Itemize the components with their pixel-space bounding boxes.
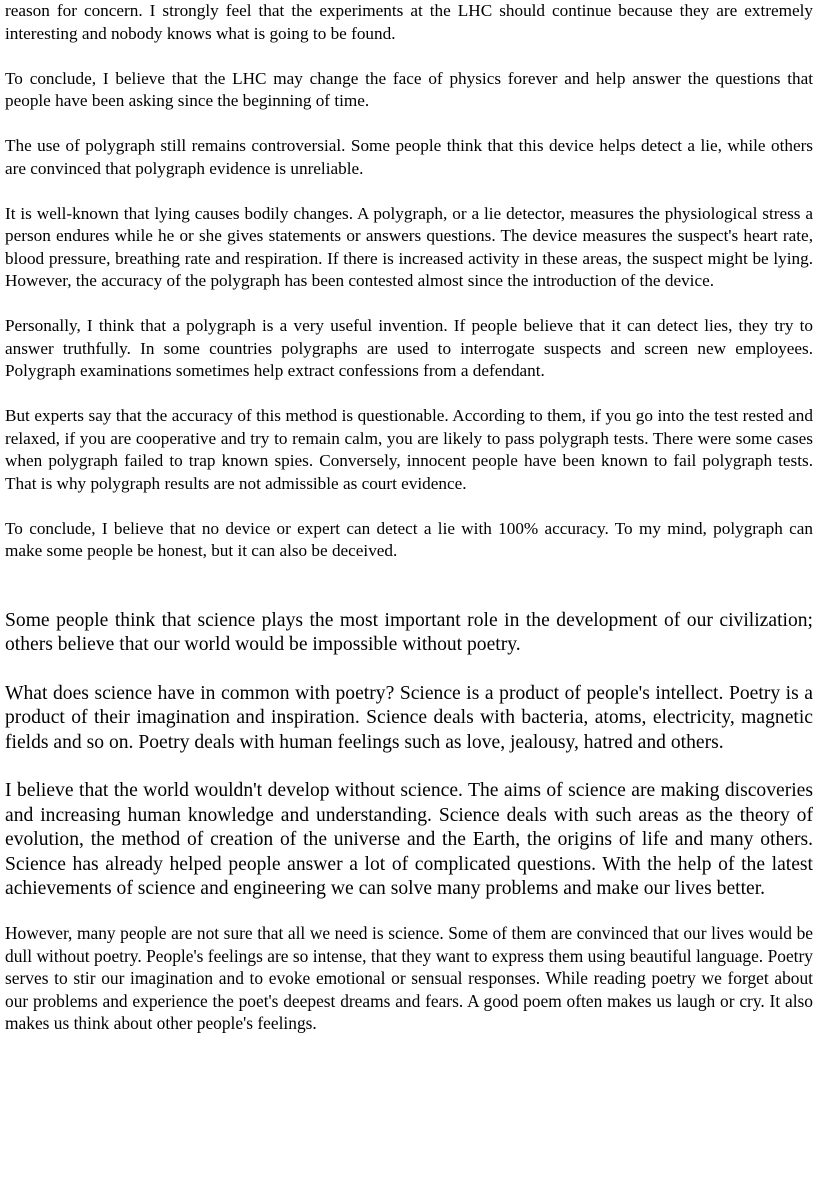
paragraph-polygraph-experts: But experts say that the accuracy of this method is questionable. According to them, if you go into the test rested and relaxed, if you are cooperative and try to remain calm, you are likely to pass polygraph tests. There were some cases when polygraph failed to trap known spies. Conversely, innocent people have been known to fail polygraph tests. That is why polygraph results are not admissible as court evidence.: [5, 406, 813, 493]
paragraph-poetry-importance: However, many people are not sure that all we need is science. Some of them are convinced that our lives would be dull without poetry. People's feelings are so intense, that they want to express them using beautiful language. Poetry serves to stir our imagination and to evoke emotional or sensual responses. While reading poetry we forget about our problems and experience the poet's deepest dreams and fears. A good poem often makes us laugh or cry. It also makes us think about other people's feelings.: [5, 923, 813, 1034]
paragraph-science-intro: Some people think that science plays the most important role in the development of our civilization; others believe that our world would be impossible without poetry.: [5, 609, 813, 655]
paragraph-lhc-conclusion: To conclude, I believe that the LHC may change the face of physics forever and help answer the questions that people have been asking since the beginning of time.: [5, 68, 813, 110]
paragraph-science-importance: I believe that the world wouldn't develop without science. The aims of science are making discoveries and increasing human knowledge and understanding. Science deals with such areas as the theory of evolution, the method of creation of the universe and the Earth, the origins of life and many others. Science has already helped people answer a lot of complicated questions. With the help of the latest achievements of science and engineering we can solve many problems and make our lives better.: [5, 780, 813, 899]
paragraph-science-vs-poetry: What does science have in common with poetry? Science is a product of people's intellect. Poetry is a product of their imagination and inspiration. Science deals with bacteria, atoms, electricity, magnetic fields and so on. Poetry deals with human feelings such as love, jealousy, hatred and others.: [5, 682, 813, 753]
document-page: [5, 0, 813, 1035]
paragraph-lhc-concern: reason for concern. I strongly feel that the experiments at the LHC should continue because they are extremely interesting and nobody knows what is going to be found.: [5, 1, 813, 43]
paragraph-polygraph-intro: The use of polygraph still remains controversial. Some people think that this device helps detect a lie, while others are convinced that polygraph evidence is unreliable.: [5, 136, 813, 178]
section-science-poetry: [5, 609, 813, 902]
section-poetry: [5, 922, 813, 1035]
paragraph-polygraph-body: It is well-known that lying causes bodily changes. A polygraph, or a lie detector, measures the physiological stress a person endures while he or she gives statements or answers questions. The device measures the suspect's heart rate, blood pressure, breathing rate and respiration. If there is increased activity in these areas, the suspect might be lying. However, the accuracy of the polygraph has been contested almost since the introduction of the device.: [5, 203, 813, 290]
section-lhc-polygraph: [5, 0, 813, 563]
paragraph-polygraph-opinion: Personally, I think that a polygraph is a very useful invention. If people believe that it can detect lies, they try to answer truthfully. In some countries polygraphs are used to interrogate suspects and screen new employees. Polygraph examinations sometimes help extract confessions from a defendant.: [5, 316, 813, 380]
paragraph-polygraph-conclusion: To conclude, I believe that no device or expert can detect a lie with 100% accuracy. To my mind, polygraph can make some people be honest, but it can also be deceived.: [5, 518, 813, 560]
